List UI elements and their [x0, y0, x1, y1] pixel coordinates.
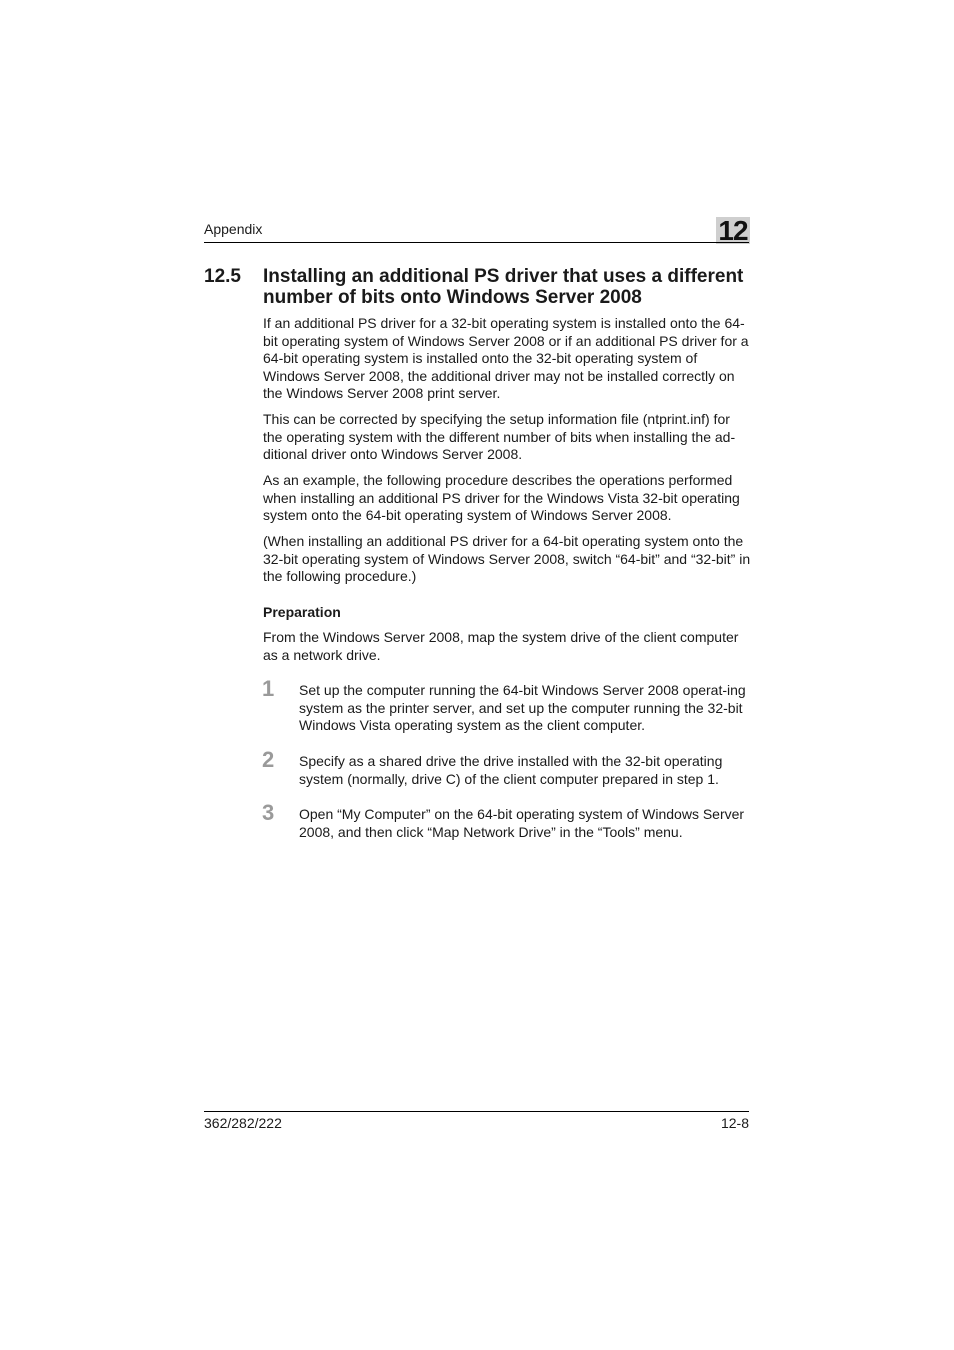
- chapter-number: 12: [718, 215, 748, 246]
- paragraph-example: As an example, the following procedure describes the operations performed when installing an additional PS driver for the Windows Vista 32-bit operating system onto the 64-bit operating system of Windows Server 2008.: [263, 472, 740, 524]
- header-divider: [204, 242, 749, 243]
- step-number: 2: [262, 747, 275, 772]
- footer-page-number: 12-8: [720, 1115, 749, 1131]
- paragraph-note: (When installing an additional PS driver for a 64-bit operating system onto the 32-bit operating system of Windows Server 2008, switch “64-bit” and “32-bit” in the following procedure.): [263, 533, 751, 585]
- section-title: Installing an additional PS driver that uses a different number of bits onto Windows Server 2008: [263, 266, 744, 308]
- footer-divider: [204, 1111, 749, 1112]
- header-label: Appendix: [204, 221, 263, 237]
- step-text: Open “My Computer” on the 64-bit operating system of Windows Server 2008, and then click “Map Network Drive” in the “Tools” menu.: [299, 806, 745, 840]
- step-number: 3: [262, 800, 275, 825]
- section-number: 12.5: [204, 266, 241, 287]
- step-text: Set up the computer running the 64-bit Windows Server 2008 operat-ing system as the printer server, and set up the computer running the 32-bit Windows Vista operating system as the client computer.: [299, 682, 746, 734]
- preparation-heading: Preparation: [263, 604, 341, 620]
- paragraph-intro: If an additional PS driver for a 32-bit operating system is installed onto the 64-bit operating system of Windows Server 2008 or if an additional PS driver for a 64-bit operating system is installed onto the 32-bit operating system of Windows Server 2008, the additional driver may not be installed correctly on the Windows Server 2008 print server.: [263, 315, 749, 402]
- step-text: Specify as a shared drive the drive installed with the 32-bit operating system (normally, drive C) of the client computer prepared in step 1.: [299, 753, 723, 787]
- preparation-text: From the Windows Server 2008, map the system drive of the client computer as a network drive.: [263, 629, 739, 663]
- footer-model: 362/282/222: [204, 1115, 282, 1131]
- paragraph-correction: This can be corrected by specifying the setup information file (ntprint.inf) for the operating system with the different number of bits when installing the ad-ditional driver onto Windows Server 2008.: [263, 411, 736, 463]
- step-number: 1: [262, 676, 275, 701]
